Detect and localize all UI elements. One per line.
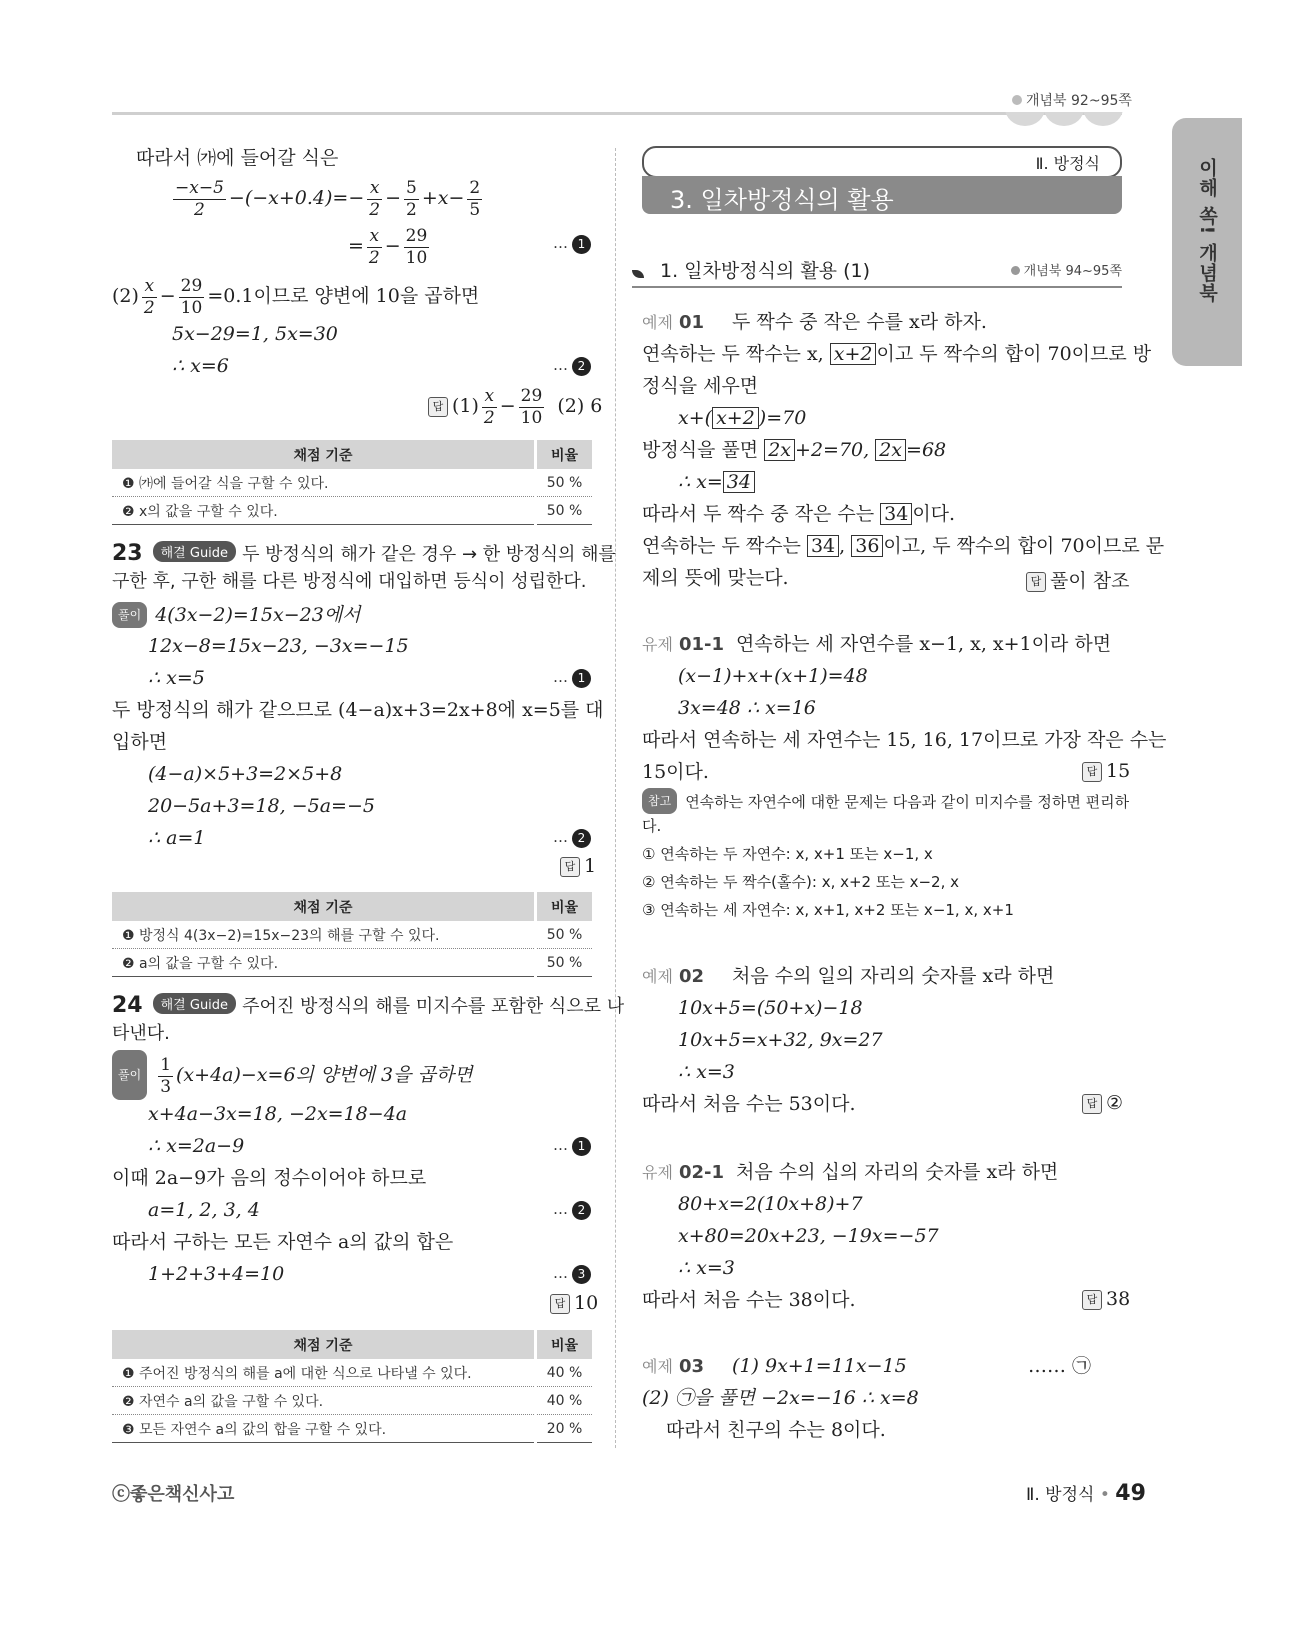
fraction: $\frac{x}{2}$ [143, 275, 155, 318]
table-row: ❷ x의 값을 구할 수 있다. 50 % [112, 497, 592, 525]
question-24-header: 24 해결 Guide 주어진 방정식의 해를 미지수를 포함한 식으로 나 [112, 993, 625, 1018]
answer-icon: 답 [550, 1294, 570, 1314]
intro-text: 따라서 ㈎에 들어갈 식은 [136, 147, 339, 169]
example-01-line-8: 연속하는 두 짝수는 34 , 36 이고, 두 짝수의 합이 70이므로 문 [642, 535, 1165, 557]
solution-line: 두 방정식의 해가 같으므로 (4−a)x+3=2x+8에 x=5를 대 [112, 699, 604, 721]
example-01-line-6: ∴ x= 34 [678, 470, 755, 494]
table-header: 비율 [536, 1330, 593, 1359]
fraction: $\frac{1}{3}$ [160, 1054, 172, 1097]
example-01-line-3: 정식을 세우면 [642, 375, 759, 397]
header-ref: 개념북 92~95쪽 [1012, 90, 1132, 110]
table-row: ❶ ㈎에 들어갈 식을 구할 수 있다. 50 % [112, 469, 592, 497]
solution-line: 이때 2a−9가 음의 정수이어야 하므로 [112, 1167, 427, 1189]
column-divider [615, 148, 616, 1448]
solution-badge: 풀이 [112, 1050, 147, 1100]
answer-line: 답 (1) $\frac{x}{2}$ − $\frac{29}{10}$ (2) 6 [428, 382, 602, 430]
question-number: 24 [112, 993, 143, 1018]
solution-line: (4−a)×5+3=2×5+8 [148, 763, 343, 785]
exercise-line: x+80=20x+23, −19x=−57 [678, 1225, 939, 1247]
equation-tag: …… ㉠ [1028, 1355, 1092, 1377]
scoring-table-2 [112, 892, 592, 977]
table-header: 비율 [536, 892, 593, 921]
subsection-title: 1. 일차방정식의 활용 (1) [660, 260, 870, 282]
table-header: 채점 기준 [112, 440, 536, 469]
step-marker-2: … 2 [553, 1200, 591, 1220]
note-item: ② 연속하는 두 짝수(홀수): x, x+2 또는 x−2, x [642, 873, 960, 891]
fraction: $\frac{5}{2}$ [406, 177, 417, 220]
answer-icon: 답 [1082, 1094, 1102, 1114]
exercise-line: 15이다. [642, 761, 709, 783]
chapter-label: Ⅱ. 방정식 [1035, 154, 1100, 173]
fraction: $\frac{2}{5}$ [469, 177, 481, 220]
section-title-bar [642, 176, 1122, 214]
side-tab[interactable] [1172, 118, 1242, 366]
example-03-line-1: 예제 03 (1) 9x+1=11x−15 [642, 1355, 907, 1377]
exercise-line: ∴ x=3 [678, 1257, 735, 1279]
subsection-ref: 개념북 94~95쪽 [1011, 260, 1122, 279]
solution-badge: 풀이 [112, 602, 147, 628]
table-row: ❶ 방정식 4(3x−2)=15x−23의 해를 구할 수 있다. 50 % [112, 921, 592, 949]
table-header: 채점 기준 [112, 1330, 536, 1359]
equation-2: = $\frac{x}{2}$ − $\frac{29}{10}$ [348, 225, 428, 268]
exercise-line: 80+x=2(10x+8)+7 [678, 1193, 863, 1215]
solution-line: 따라서 구하는 모든 자연수 a의 값의 합은 [112, 1231, 454, 1253]
footer-brand: ⓒ좋은책신사고 [112, 1484, 235, 1505]
example-01-line-5: 방정식을 풀면 2x +2=70, 2x =68 [642, 439, 947, 461]
solution-line: ∴ x=5 [148, 667, 205, 689]
footer-chapter: Ⅱ. 방정식 • 49 [1026, 1481, 1146, 1506]
fraction: $\frac{x}{2}$ [368, 225, 380, 268]
table-row: ❷ a의 값을 구할 수 있다. 50 % [112, 949, 592, 977]
scoring-table-3 [112, 1330, 592, 1443]
guide-text-continued: 타낸다. [112, 1023, 170, 1044]
equation-1: $\frac{-x-5}{2}$ −(−x+0.4)=− $\frac{x}{2}$ − $\frac{5}{2}$ +x− $\frac{2}{5}$ [175, 177, 481, 220]
exercise-01-1-line-1: 유제 01-1 연속하는 세 자연수를 x−1, x, x+1이라 하면 [642, 633, 1112, 655]
answer-line: 답 15 [1082, 760, 1130, 782]
solution-line: ∴ x=2a−9 [148, 1135, 245, 1157]
example-01-line-7: 따라서 두 짝수 중 작은 수는 34 이다. [642, 503, 956, 525]
answer-icon: 답 [1082, 762, 1102, 782]
example-01-line-9: 제의 뜻에 맞는다. [642, 567, 789, 589]
note-item: ③ 연속하는 세 자연수: x, x+1, x+2 또는 x−1, x, x+1 [642, 901, 1014, 919]
example-line: 따라서 처음 수는 53이다. [642, 1093, 856, 1115]
guide-text-continued: 구한 후, 구한 해를 다른 방정식에 대입하면 등식이 성립한다. [112, 571, 587, 592]
step-marker-1: … 1 [553, 234, 591, 254]
part2-line-2: ∴ x=6 [172, 355, 229, 377]
guide-badge: 해결 Guide [153, 541, 236, 562]
solution-line: 풀이 4(3x−2)=15x−23에서 [112, 602, 361, 628]
example-line: (2) ㉠을 풀면 −2x=−16 ∴ x=8 [642, 1387, 919, 1409]
side-tab-label: 이해 쏙! 개념북 [1196, 158, 1218, 303]
exercise-02-1-line-1: 유제 02-1 처음 수의 십의 자리의 숫자를 x라 하면 [642, 1161, 1059, 1183]
fraction: $\frac{29}{10}$ [520, 385, 543, 428]
table-row: ❶ 주어진 방정식의 해를 a에 대한 식으로 나타낼 수 있다. 40 % [112, 1359, 592, 1387]
table-row: ❷ 자연수 a의 값을 구할 수 있다. 40 % [112, 1387, 592, 1415]
exercise-line: 따라서 처음 수는 38이다. [642, 1289, 856, 1311]
example-01-line-1: 예제 01 두 짝수 중 작은 수를 x라 하자. [642, 311, 987, 333]
exercise-line: 따라서 연속하는 세 자연수는 15, 16, 17이므로 가장 작은 수는 [642, 729, 1167, 751]
table-header: 채점 기준 [112, 892, 536, 921]
answer-line: 답 1 [560, 855, 596, 877]
solution-line: 1+2+3+4=10 [148, 1263, 285, 1285]
answer-line: 답 38 [1082, 1288, 1130, 1310]
fraction: $\frac{x}{2}$ [483, 385, 495, 428]
answer-line: 답 ② [1082, 1092, 1123, 1114]
part2-line-1: 5x−29=1, 5x=30 [172, 323, 338, 345]
exercise-line: (x−1)+x+(x+1)=48 [678, 665, 868, 687]
note-item: ① 연속하는 두 자연수: x, x+1 또는 x−1, x [642, 845, 933, 863]
exercise-line: 3x=48 ∴ x=16 [678, 697, 816, 719]
example-line: ∴ x=3 [678, 1061, 735, 1083]
step-marker-2: … 2 [553, 828, 591, 848]
answer-icon: 답 [1026, 572, 1046, 592]
example-01-line-2: 연속하는 두 짝수는 x, x+2 이고 두 짝수의 합이 70이므로 방 [642, 343, 1152, 365]
guide-badge: 해결 Guide [153, 993, 236, 1014]
example-02-line-1: 예제 02 처음 수의 일의 자리의 숫자를 x라 하면 [642, 965, 1055, 987]
solution-line: x+4a−3x=18, −2x=18−4a [148, 1103, 408, 1125]
answer-icon: 답 [560, 857, 580, 877]
example-line: 따라서 친구의 수는 8이다. [666, 1419, 886, 1441]
fraction: $\frac{-x-5}{2}$ [175, 177, 224, 220]
part2-statement: (2) $\frac{x}{2}$ − $\frac{29}{10}$ =0.1이므로 양변에 10을 곱하면 [112, 275, 480, 318]
solution-line: 12x−8=15x−23, −3x=−15 [148, 635, 409, 657]
solution-line: 입하면 [112, 731, 168, 753]
section-title: 3. 일차방정식의 활용 [670, 186, 894, 214]
question-23-header: 23 해결 Guide 두 방정식의 해가 같은 경우 → 한 방정식의 해를 [112, 541, 616, 566]
example-line: 10x+5=x+32, 9x=27 [678, 1029, 883, 1051]
solution-line: 20−5a+3=18, −5a=−5 [148, 795, 375, 817]
bullet-icon [1012, 95, 1022, 105]
solution-line: ∴ a=1 [148, 827, 206, 849]
question-number: 23 [112, 541, 143, 566]
scoring-table-1 [112, 440, 592, 525]
table-header: 비율 [536, 440, 593, 469]
fraction: $\frac{29}{10}$ [405, 225, 428, 268]
chapter-banner [642, 146, 1122, 178]
answer-line: 답 10 [550, 1292, 598, 1314]
step-marker-2: … 2 [553, 356, 591, 376]
header-wave-decoration [1005, 112, 1123, 128]
bullet-icon [1011, 266, 1020, 275]
header-rule [112, 112, 1122, 115]
note-line: 참고 연속하는 자연수에 대한 문제는 다음과 같이 미지수를 정하면 편리하 [642, 788, 1129, 814]
answer-icon: 답 [428, 397, 448, 417]
solution-line: a=1, 2, 3, 4 [148, 1199, 260, 1221]
page-number: 49 [1115, 1481, 1146, 1506]
example-01-line-4: x+( x+2 )=70 [678, 407, 807, 429]
fraction: $\frac{29}{10}$ [180, 275, 203, 318]
solution-line: 풀이 $\frac{1}{3}$ (x+4a)−x=6의 양변에 3을 곱하면 [112, 1050, 473, 1100]
answer-icon: 답 [1082, 1290, 1102, 1310]
leaf-icon [632, 270, 644, 278]
note-line: 다. [642, 817, 662, 835]
fraction: $\frac{x}{2}$ [369, 177, 381, 220]
subsection-heading [632, 256, 1122, 288]
step-marker-3: … 3 [553, 1264, 591, 1284]
step-marker-1: … 1 [553, 668, 591, 688]
note-badge: 참고 [642, 788, 677, 814]
example-line: 10x+5=(50+x)−18 [678, 997, 863, 1019]
table-row: ❸ 모든 자연수 a의 값의 합을 구할 수 있다. 20 % [112, 1415, 592, 1443]
answer-line: 답 풀이 참조 [1026, 566, 1129, 593]
step-marker-1: … 1 [553, 1136, 591, 1156]
